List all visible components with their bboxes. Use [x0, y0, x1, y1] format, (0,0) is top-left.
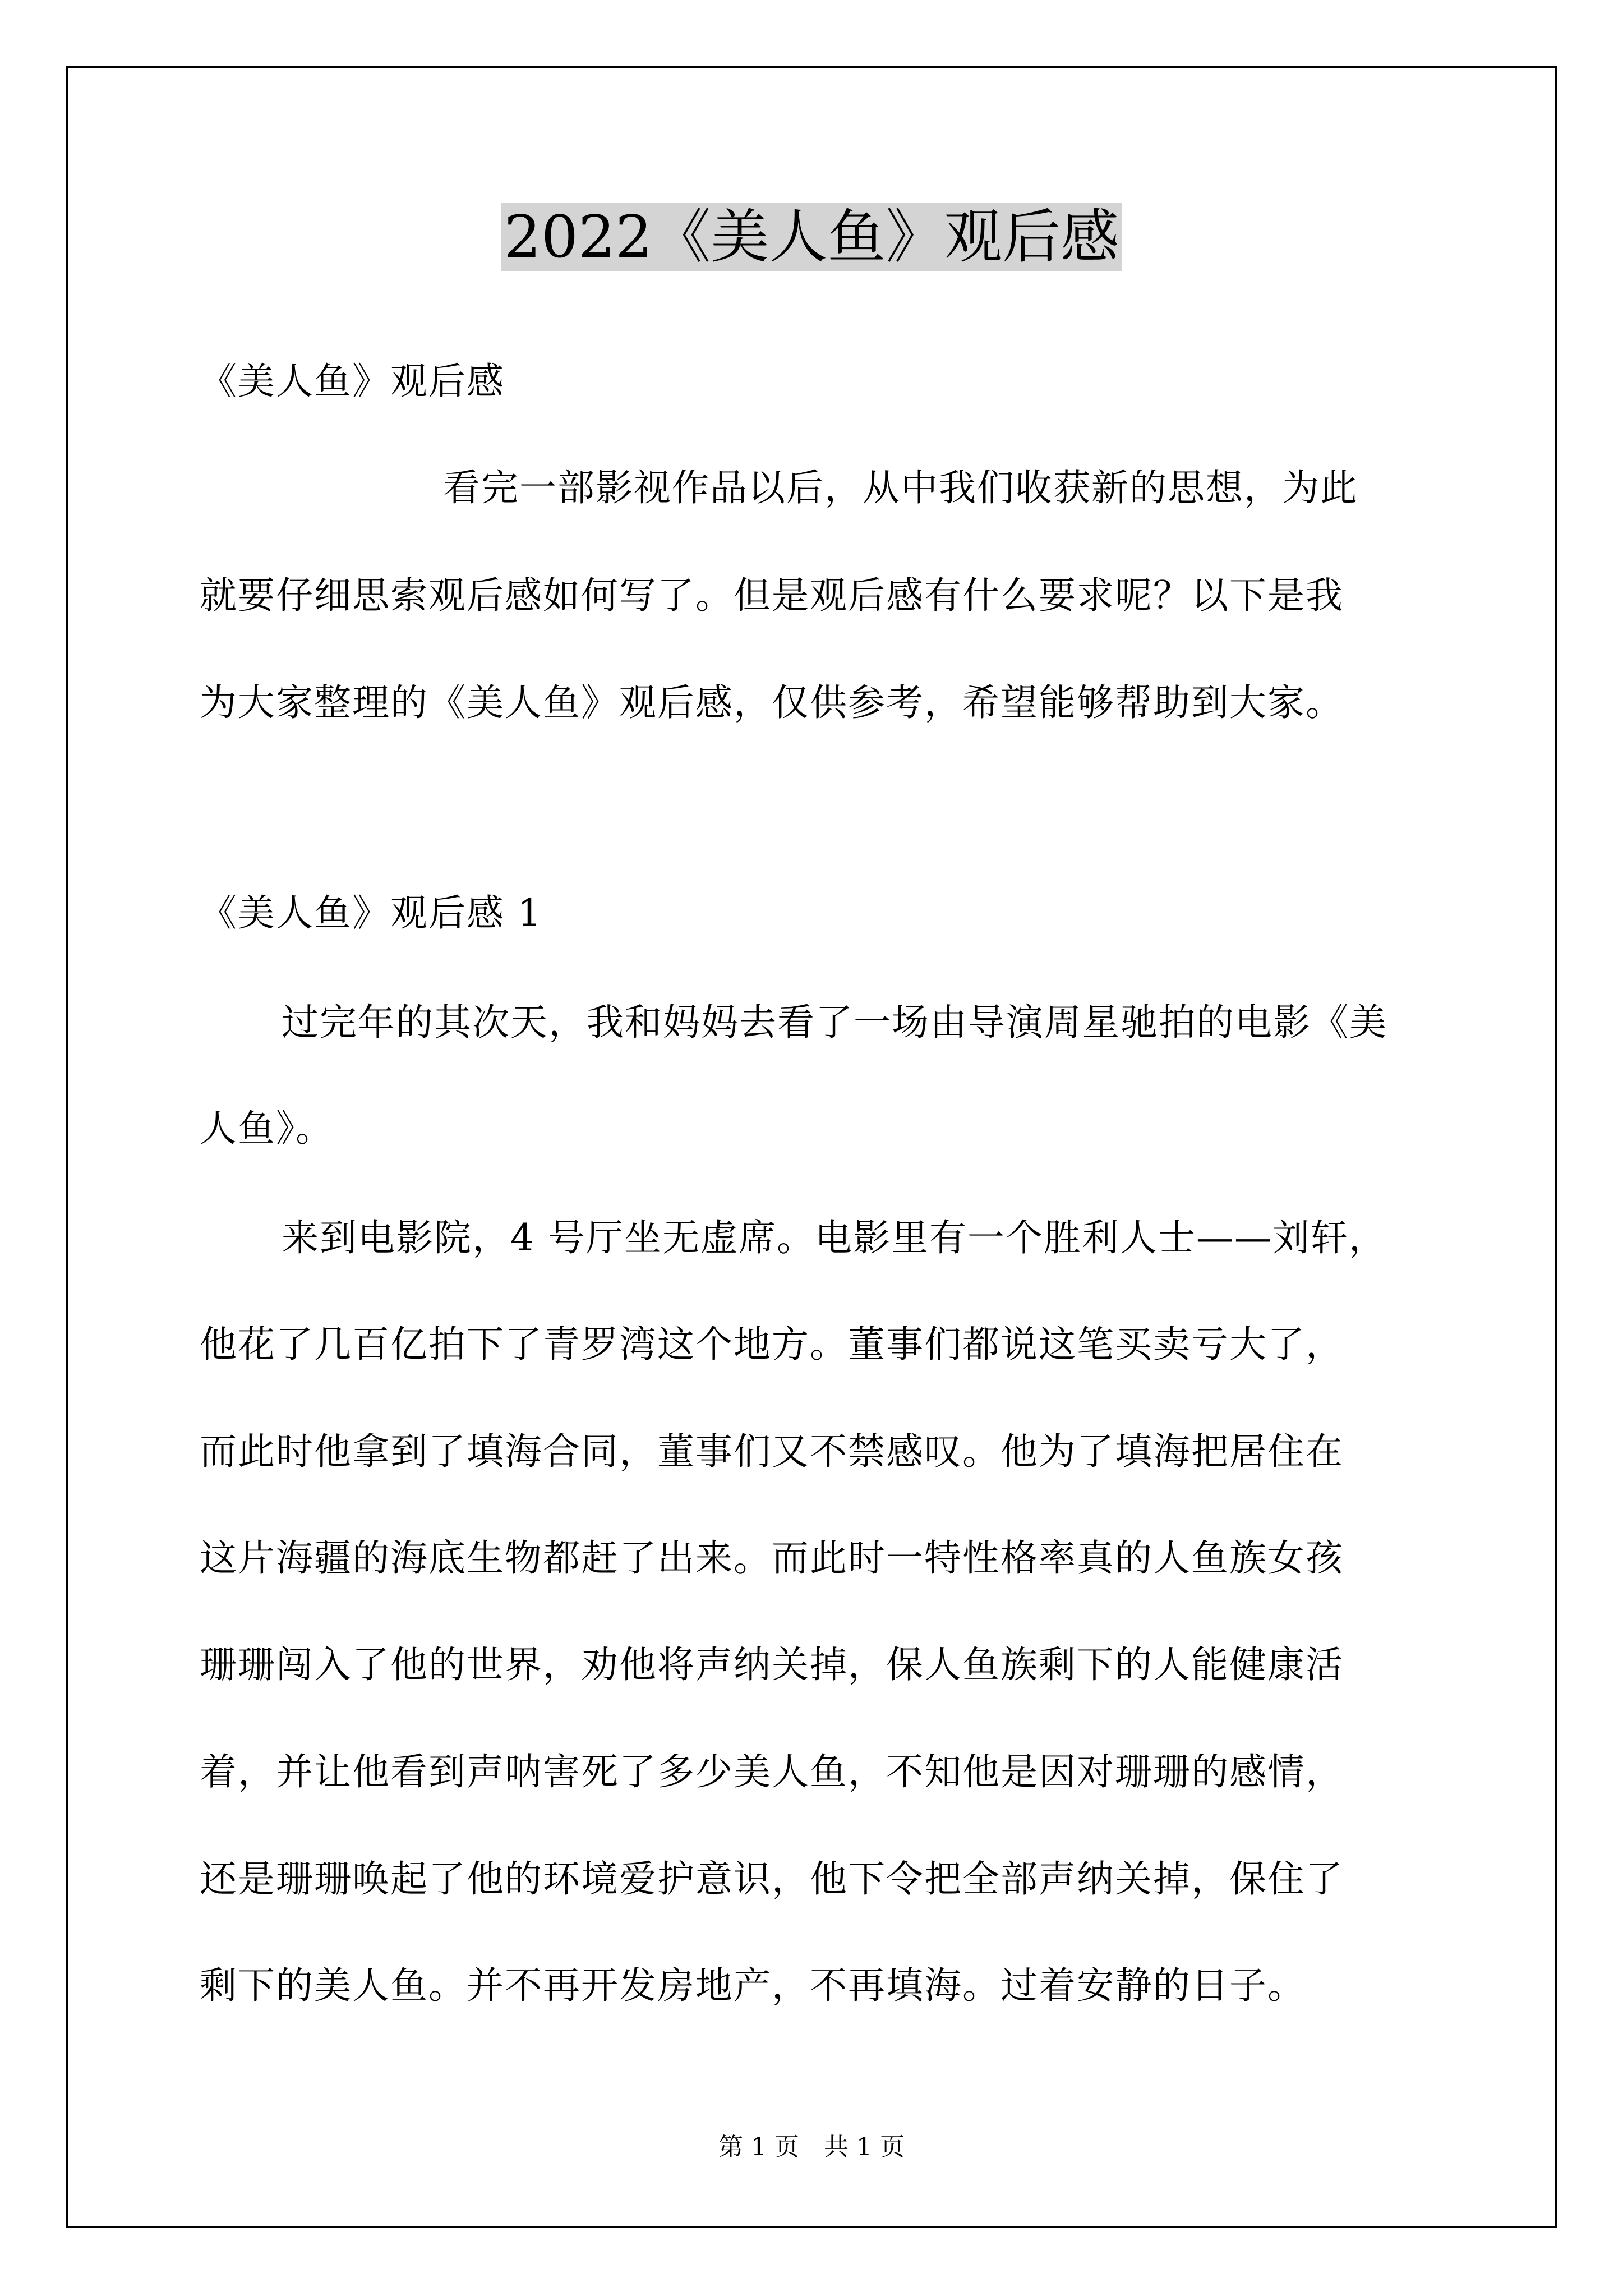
page-footer: 第 1 页 共 1 页 [718, 2133, 905, 2161]
paragraph1-line-1: 过完年的其次天，我和妈妈去看了一场由导演周星驰拍的电影《美 [282, 1001, 1387, 1044]
intro-line-3: 为大家整理的《美人鱼》观后感，仅供参考，希望能够帮助到大家。 [200, 681, 1344, 724]
section-heading: 《美人鱼》观后感 1 [200, 891, 542, 935]
paragraph2-line-2: 他花了几百亿拍下了青罗湾这个地方。董事们都说这笔买卖亏大了， [200, 1323, 1344, 1366]
paragraph2-line-6: 着，并让他看到声呐害死了多少美人鱼，不知他是因对珊珊的感情， [200, 1750, 1344, 1793]
intro-line-2: 就要仔细思索观后感如何写了。但是观后感有什么要求呢？以下是我 [200, 574, 1344, 617]
paragraph2-line-8: 剩下的美人鱼。并不再开发房地产，不再填海。过着安静的日子。 [200, 1964, 1306, 2007]
paragraph2-line-7: 还是珊珊唤起了他的环境爱护意识，他下令把全部声纳关掉，保住了 [200, 1857, 1344, 1901]
subtitle: 《美人鱼》观后感 [200, 360, 505, 403]
document-title-text: 2022《美人鱼》观后感 [501, 203, 1123, 271]
paragraph2-line-4: 这片海疆的海底生物都赶了出来。而此时一特性格率真的人鱼族女孩 [200, 1536, 1344, 1580]
paragraph2-line-3: 而此时他拿到了填海合同，董事们又不禁感叹。他为了填海把居住在 [200, 1430, 1344, 1473]
document-body [200, 0, 1439, 2076]
paragraph2-line-1: 来到电影院，4 号厅坐无虚席。电影里有一个胜利人士——刘轩， [282, 1216, 1387, 1259]
intro-line-1: 看完一部影视作品以后，从中我们收获新的思想，为此 [443, 466, 1358, 509]
paragraph1-line-2: 人鱼》。 [200, 1107, 334, 1150]
paragraph2-line-5: 珊珊闯入了他的世界，劝他将声纳关掉，保人鱼族剩下的人能健康活 [200, 1643, 1344, 1686]
